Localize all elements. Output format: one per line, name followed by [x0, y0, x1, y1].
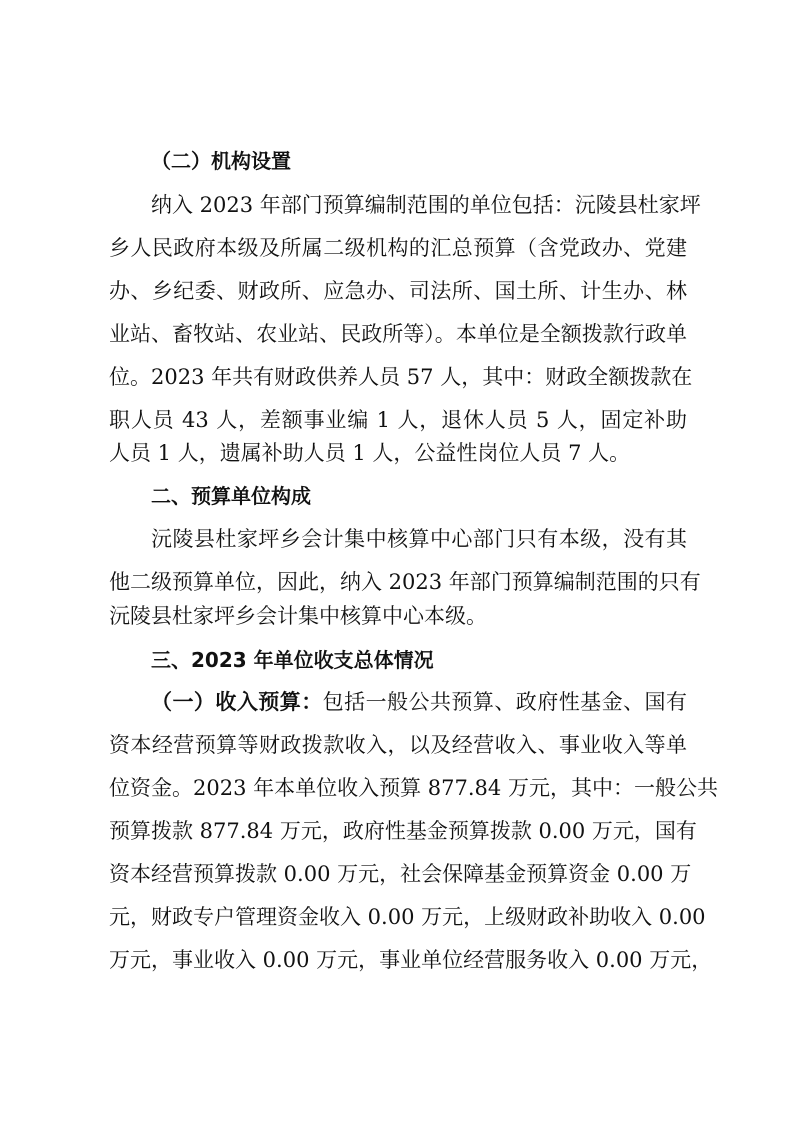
paragraph-line: 业站、畜牧站、农业站、民政所等）。本单位是全额拨款行政单 — [109, 322, 687, 346]
paragraph-line: 位资金。2023 年本单位收入预算 877.84 万元，其中：一般公共 — [109, 776, 718, 800]
paragraph-line: 预算拨款 877.84 万元，政府性基金预算拨款 0.00 万元，国有 — [109, 819, 697, 843]
paragraph-line: 资本经营预算拨款 0.00 万元，社会保障基金预算资金 0.00 万 — [109, 862, 692, 886]
paragraph-line: 人员 1 人，遗属补助人员 1 人，公益性岗位人员 7 人。 — [109, 441, 631, 465]
paragraph-line: 沅陵县杜家坪乡会计集中核算中心本级。 — [109, 604, 487, 628]
paragraph-line: 办、乡纪委、财政所、应急办、司法所、国土所、计生办、林 — [109, 279, 687, 303]
section-heading-budget-units: 二、预算单位构成 — [151, 484, 311, 508]
paragraph-line: 他二级预算单位，因此，纳入 2023 年部门预算编制范围的只有 — [109, 570, 701, 594]
paragraph-line: 纳入 2023 年部门预算编制范围的单位包括：沅陵县杜家坪 — [151, 193, 701, 217]
paragraph-line: 资本经营预算等财政拨款收入，以及经营收入、事业收入等单 — [109, 733, 687, 757]
paragraph-line: 乡人民政府本级及所属二级机构的汇总预算（含党政办、党建 — [109, 236, 687, 260]
paragraph-line: 万元，事业收入 0.00 万元，事业单位经营服务收入 0.00 万元， — [109, 948, 713, 972]
section-heading-overall: 三、2023 年单位收支总体情况 — [151, 648, 434, 672]
paragraph-line: 职人员 43 人，差额事业编 1 人，退休人员 5 人，固定补助 — [109, 408, 687, 432]
paragraph-line: 沅陵县杜家坪乡会计集中核算中心部门只有本级，没有其 — [151, 527, 687, 551]
paragraph-line: 元，财政专户管理资金收入 0.00 万元，上级财政补助收入 0.00 — [109, 905, 706, 929]
income-budget-text: 包括一般公共预算、政府性基金、国有 — [322, 690, 688, 714]
paragraph-line-income — [151, 687, 687, 717]
section-heading-org-setup: （二）机构设置 — [151, 149, 291, 173]
income-budget-label: （一）收入预算： — [151, 690, 323, 714]
paragraph-line: 位。2023 年共有财政供养人员 57 人，其中：财政全额拨款在 — [109, 365, 693, 389]
